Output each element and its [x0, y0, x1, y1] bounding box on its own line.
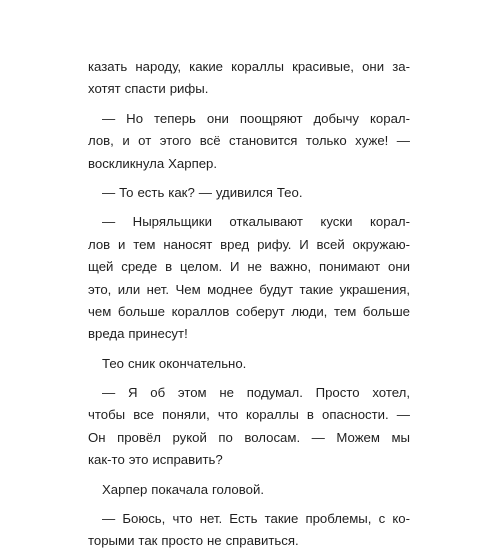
text-line: это, или нет. Чем моднее будут такие украшения, — [88, 281, 410, 297]
text-line: как-то это исправить? — [88, 452, 223, 468]
page-text — [88, 56, 410, 553]
text-line: щей среде в целом. И не важно, понимают они — [88, 259, 410, 275]
text-line: — Ныряльщики откалывают куски корал- — [102, 214, 410, 230]
text-line: чтобы все поняли, что кораллы в опасности. — — [88, 407, 410, 423]
text-line: казать народу, какие кораллы красивые, они за- — [88, 59, 410, 74]
text-line: Тео сник окончательно. — [102, 355, 247, 371]
text-line: — То есть как? — удивился Тео. — [102, 184, 303, 200]
text-line: — Я об этом не подумал. Просто хотел, — [102, 385, 410, 401]
text-line: торыми так просто не справиться. — [88, 533, 299, 549]
text-line: Он провёл рукой по волосам. — Можем мы — [88, 429, 410, 445]
text-line: — Но теперь они поощряют добычу корал- — [102, 110, 410, 126]
text-line: воскликнула Харпер. — [88, 155, 218, 171]
text-line: Харпер покачала головой. — [102, 481, 264, 497]
text-line: лов и тем наносят вред рифу. И всей окружаю- — [88, 236, 410, 252]
text-line: лов, и от этого всё становится только хуже! — — [88, 133, 410, 149]
text-line: хотят спасти рифы. — [88, 81, 209, 97]
text-line: чем больше кораллов соберут люди, тем больше — [88, 303, 410, 319]
text-line: вреда принесут! — [88, 326, 188, 342]
text-line: — Боюсь, что нет. Есть такие проблемы, с ко- — [102, 511, 410, 527]
